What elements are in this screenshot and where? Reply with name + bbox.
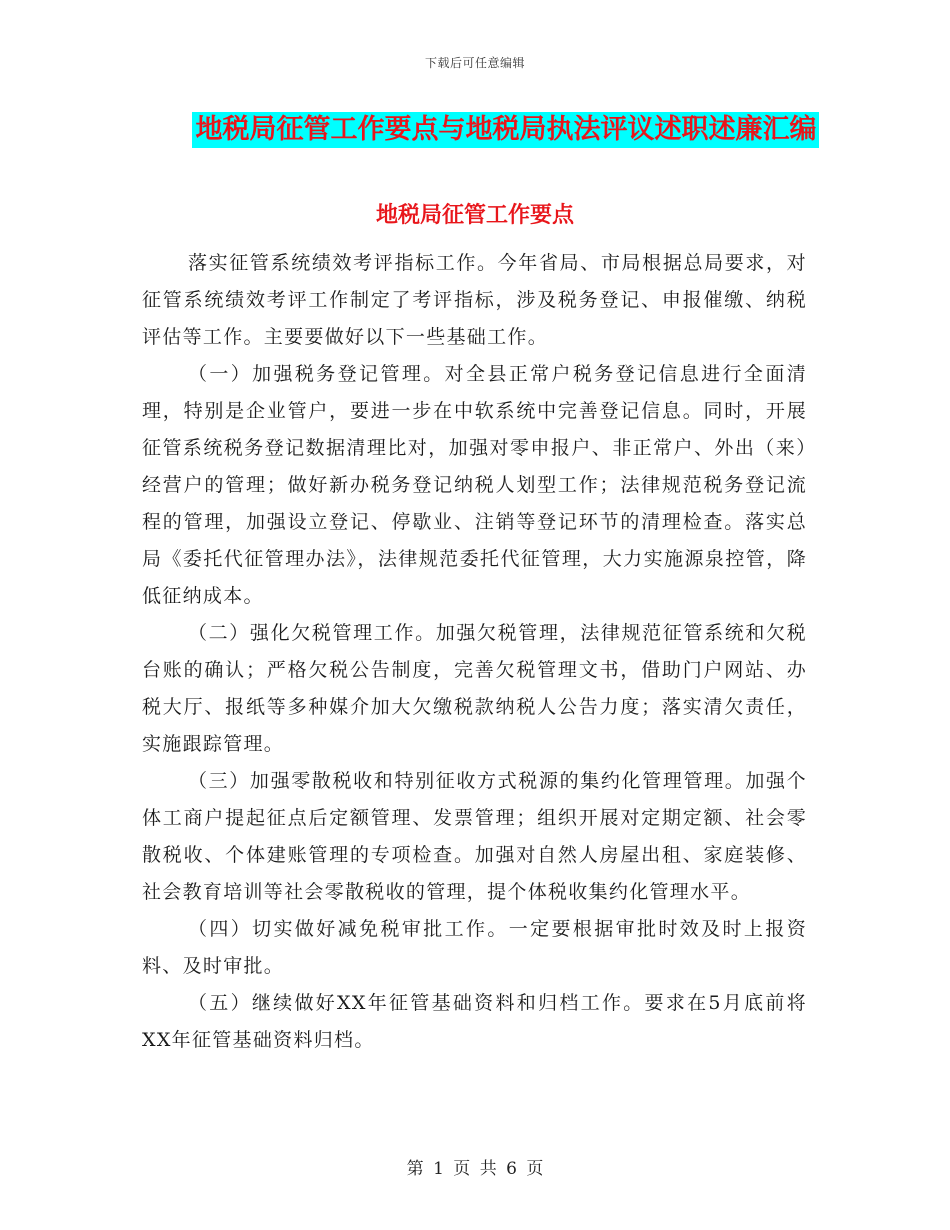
paragraph: （三）加强零散税收和特别征收方式税源的集约化管理管理。加强个体工商户提起征点后定额管理、发票管理；组织开展对定期定额、社会零散税收、个体建账管理的专项检查。加强对自然人房屋出租、家庭装修、社会教育培训等社会零散税收的管理，提个体税收集约化管理水平。 [142, 770, 807, 903]
paragraph: （四）切实做好减免税审批工作。一定要根据审批时效及时上报资料、及时审批。 [142, 918, 807, 977]
section-title: 地税局征管工作要点 [375, 203, 574, 228]
document-title: 地税局征管工作要点与地税局执法评议述职述廉汇编 [192, 112, 819, 148]
paragraph: （一）加强税务登记管理。对全县正常户税务登记信息进行全面清理，特别是企业管户，要进一步在中软系统中完善登记信息。同时，开展征管系统税务登记数据清理比对，加强对零申报户、非正常户、外出（来）经营户的管理；做好新办税务登记纳税人划型工作；法律规范税务登记流程的管理，加强设立登记、停歇业、注销等登记环节的清理检查。落实总局《委托代征管理办法》，法律规范委托代征管理，大力实施源泉控管，降低征纳成本。 [142, 363, 807, 607]
paragraph: （五）继续做好XX年征管基础资料和归档工作。要求在5月底前将XX年征管基础资料归档。 [142, 992, 807, 1051]
page-number-footer: 第 1 页 共 6 页 [406, 1159, 544, 1179]
paragraph: 落实征管系统绩效考评指标工作。今年省局、市局根据总局要求，对征管系统绩效考评工作制定了考评指标，涉及税务登记、申报催缴、纳税评估等工作。主要要做好以下一些基础工作。 [142, 252, 807, 348]
document-title-container [0, 112, 950, 148]
page-header-note: 下载后可任意编辑 [424, 56, 525, 70]
document-body [142, 245, 807, 1059]
paragraph: （二）强化欠税管理工作。加强欠税管理，法律规范征管系统和欠税台账的确认；严格欠税公告制度，完善欠税管理文书，借助门户网站、办税大厅、报纸等多种媒介加大欠缴税款纳税人公告力度；落实清欠责任，实施跟踪管理。 [142, 622, 807, 755]
